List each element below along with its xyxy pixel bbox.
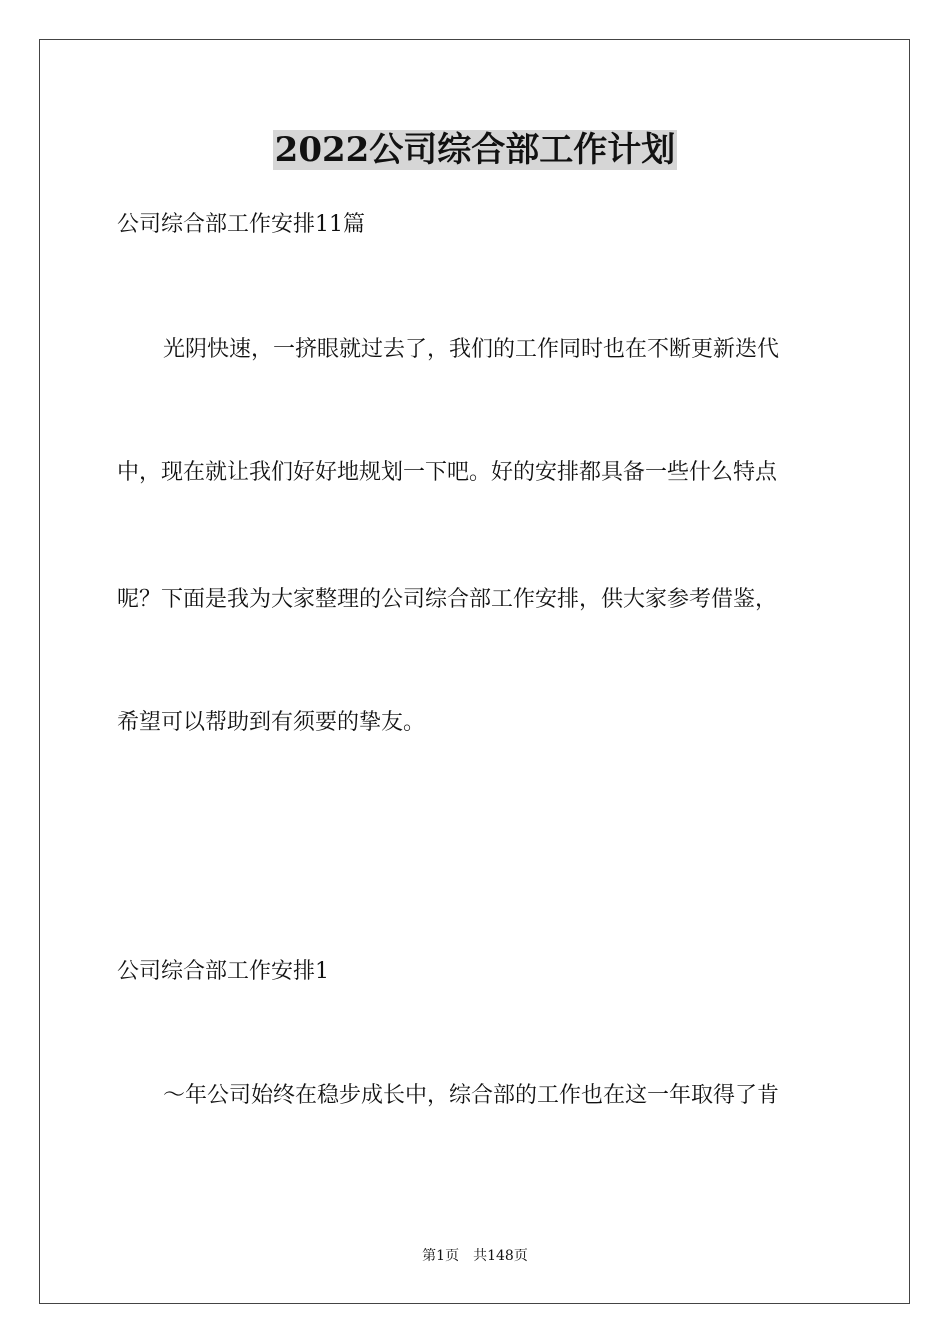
section-line-1: ～年公司始终在稳步成长中，综合部的工作也在这一年取得了肯 xyxy=(163,1083,780,1108)
document-title-text: 2022公司综合部工作计划 xyxy=(274,130,676,170)
document-subtitle: 公司综合部工作安排11篇 xyxy=(117,212,365,237)
page-footer xyxy=(0,1246,950,1266)
section-heading: 公司综合部工作安排1 xyxy=(117,959,329,984)
page-total: 共148页 xyxy=(473,1248,528,1264)
document-title xyxy=(0,126,950,174)
intro-line-3: 呢？下面是我为大家整理的公司综合部工作安排，供大家参考借鉴， xyxy=(117,587,778,612)
page-number: 第1页 xyxy=(422,1248,460,1264)
intro-line-1: 光阴快速，一挤眼就过去了，我们的工作同时也在不断更新迭代 xyxy=(163,337,780,362)
intro-line-2: 中，现在就让我们好好地规划一下吧。好的安排都具备一些什么特点 xyxy=(117,460,778,485)
intro-line-4: 希望可以帮助到有须要的挚友。 xyxy=(117,710,426,735)
